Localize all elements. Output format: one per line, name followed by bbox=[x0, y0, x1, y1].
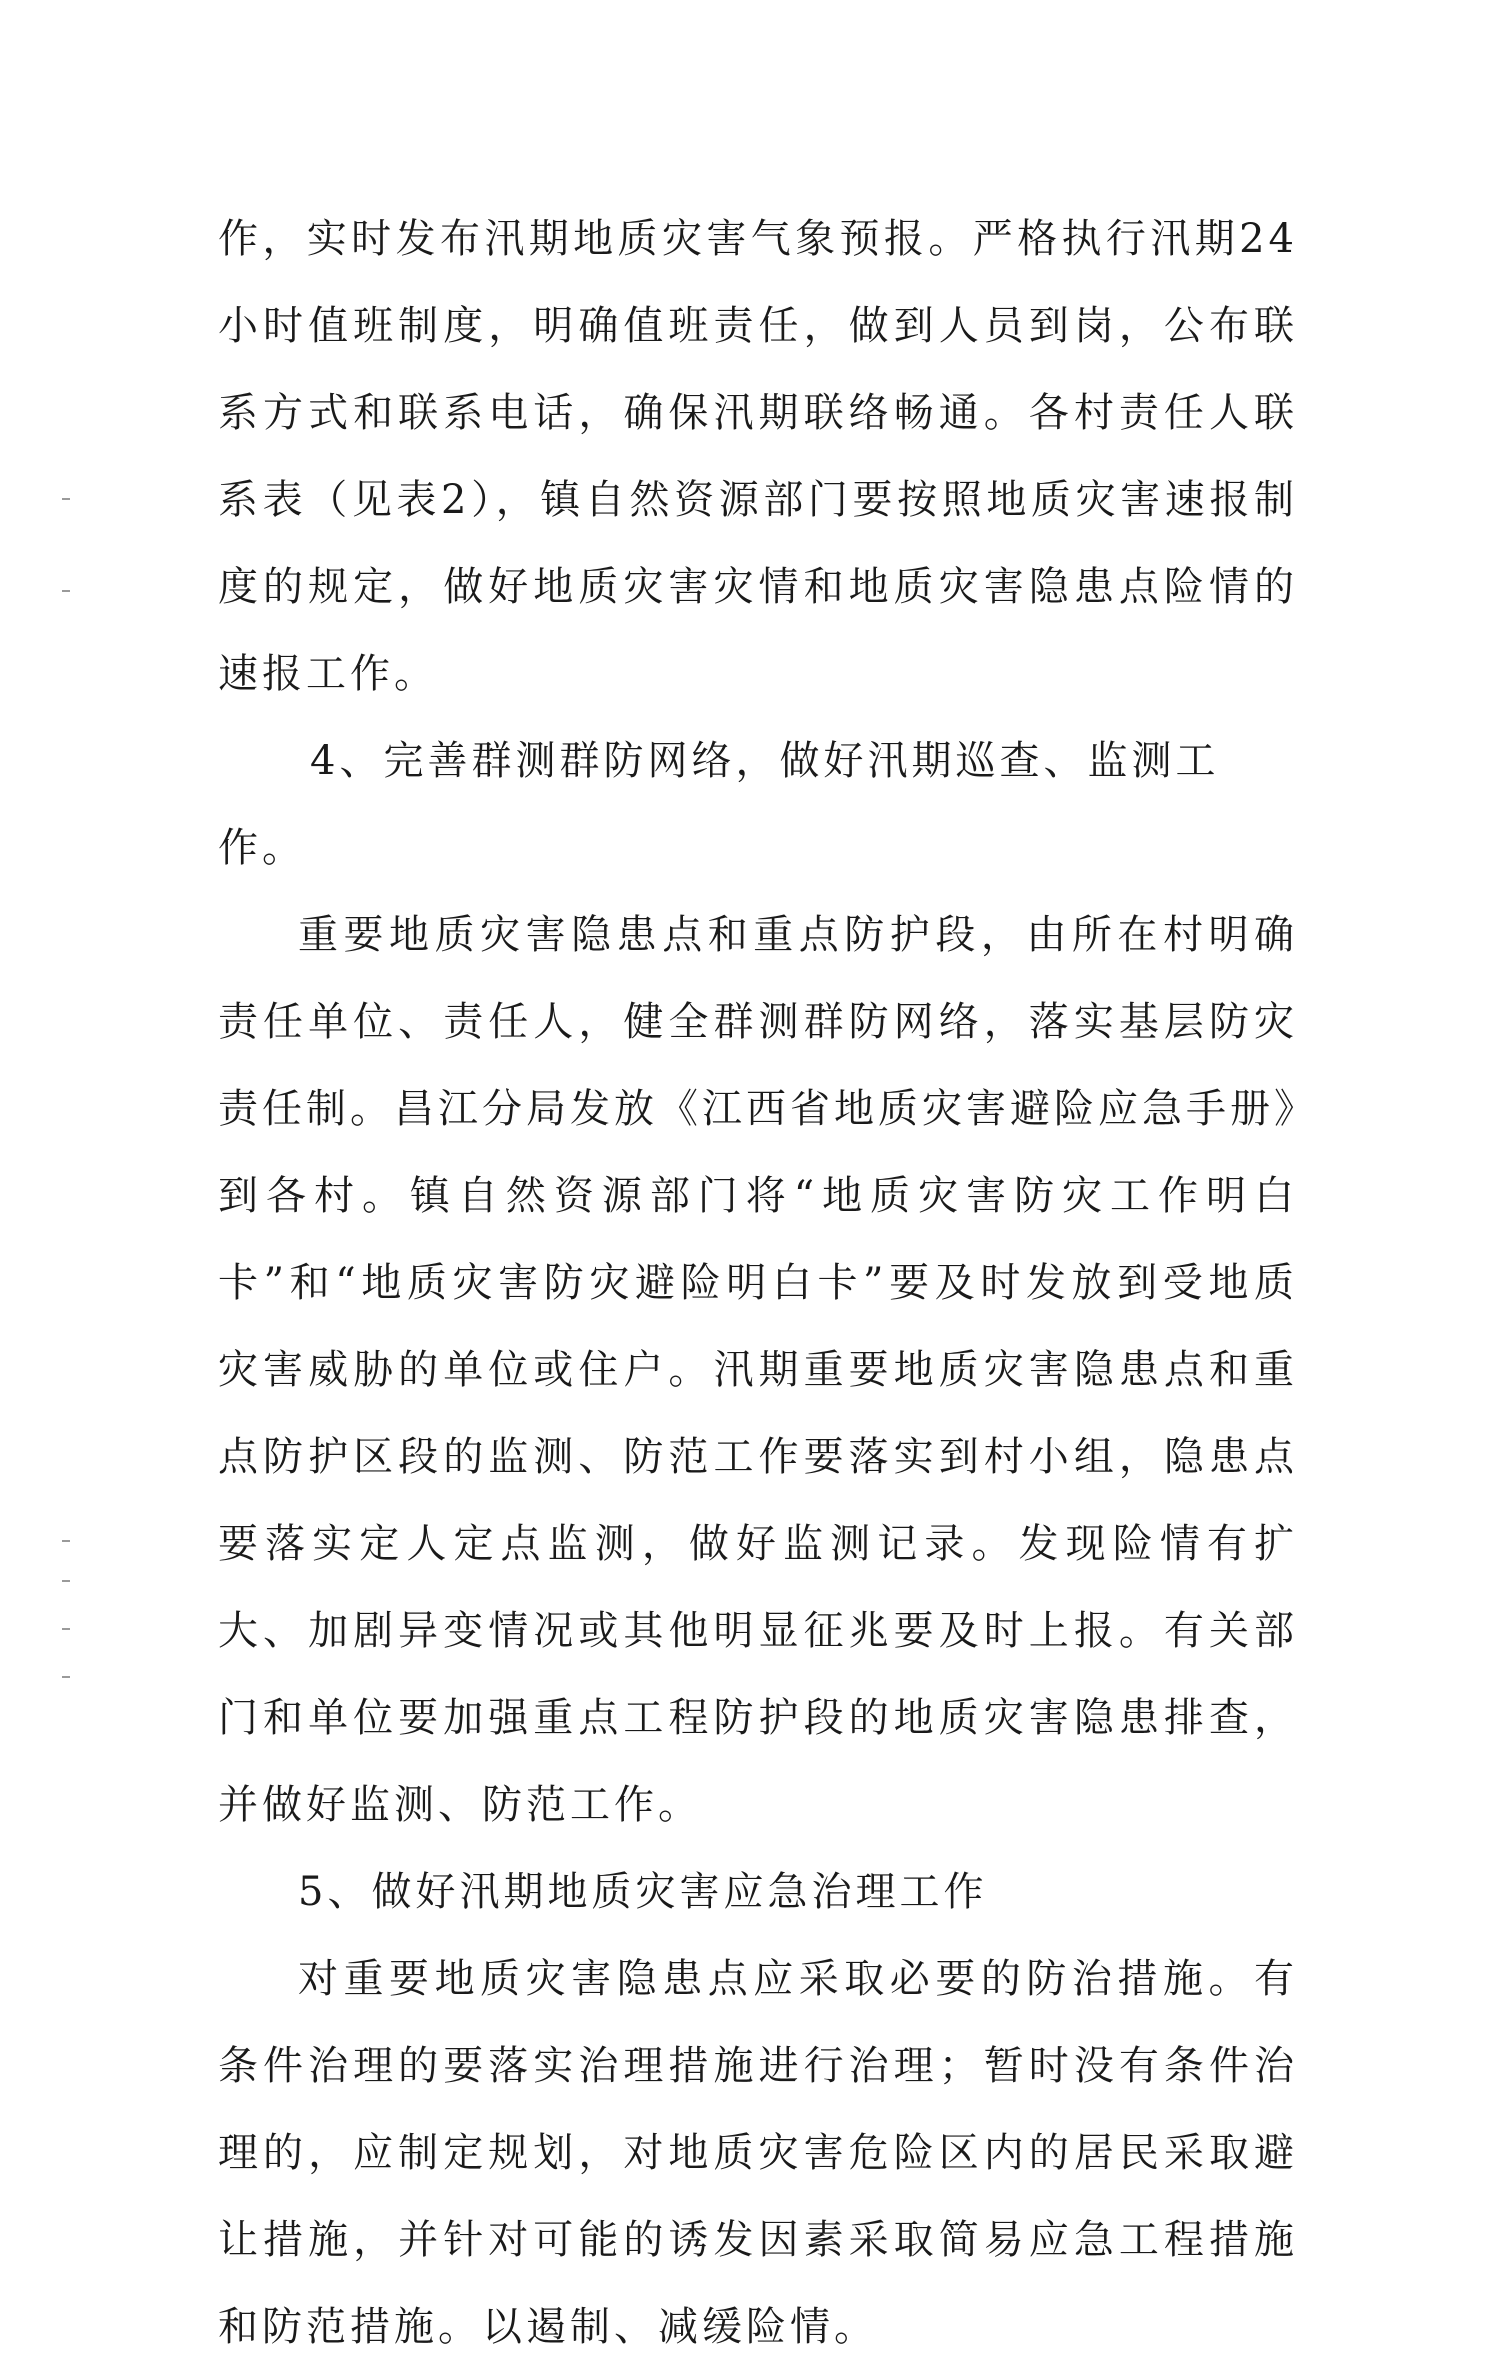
paragraph-treatment: 对重要地质灾害隐患点应采取必要的防治措施。有条件治理的要落实治理措施进行治理；暂时没有条件治理的，应制定规划，对地质灾害危险区内的居民采取避让措施，并针对可能的诱发因素采取简易应急工程措施和防范措施。以遏制、减缓险情。 bbox=[218, 1956, 1298, 2350]
scan-artifact-mark bbox=[62, 590, 70, 592]
scan-artifact-mark bbox=[62, 498, 70, 500]
paragraph-monitoring: 重要地质灾害隐患点和重点防护段，由所在村明确责任单位、责任人，健全群测群防网络，落实基层防灾责任制。昌江分局发放《江西省地质灾害避险应急手册》到各村。镇自然资源部门将“地质灾害防灾工作明白卡”和“地质灾害防灾避险明白卡”要及时发放到受地质灾害威胁的单位或住户。汛期重要地质灾害隐患点和重点防护区段的监测、防范工作要落实到村小组，隐患点要落实定人定点监测，做好监测记录。发现险情有扩大、加剧异变情况或其他明显征兆要及时上报。有关部门和单位要加强重点工程防护段的地质灾害隐患排查，并做好监测、防范工作。 bbox=[218, 912, 1298, 1828]
section-heading-5: 5、做好汛期地质灾害应急治理工作 bbox=[298, 1869, 988, 1915]
paragraph-continuation: 作，实时发布汛期地质灾害气象预报。严格执行汛期24小时值班制度，明确值班责任，做到人员到岗，公布联系方式和联系电话，确保汛期联络畅通。各村责任人联系表（见表2），镇自然资源部门要按照地质灾害速报制度的规定，做好地质灾害灾情和地质灾害隐患点险情的速报工作。 bbox=[218, 216, 1298, 697]
scan-artifact-mark bbox=[62, 1580, 70, 1582]
scan-artifact-mark bbox=[62, 1540, 70, 1542]
scan-artifact-mark bbox=[62, 1628, 70, 1630]
section-heading-4: 4、完善群测群防网络，做好汛期巡查、监测工作。 bbox=[218, 738, 1220, 871]
document-body bbox=[218, 196, 1298, 2371]
scan-artifact-mark bbox=[62, 1676, 70, 1678]
